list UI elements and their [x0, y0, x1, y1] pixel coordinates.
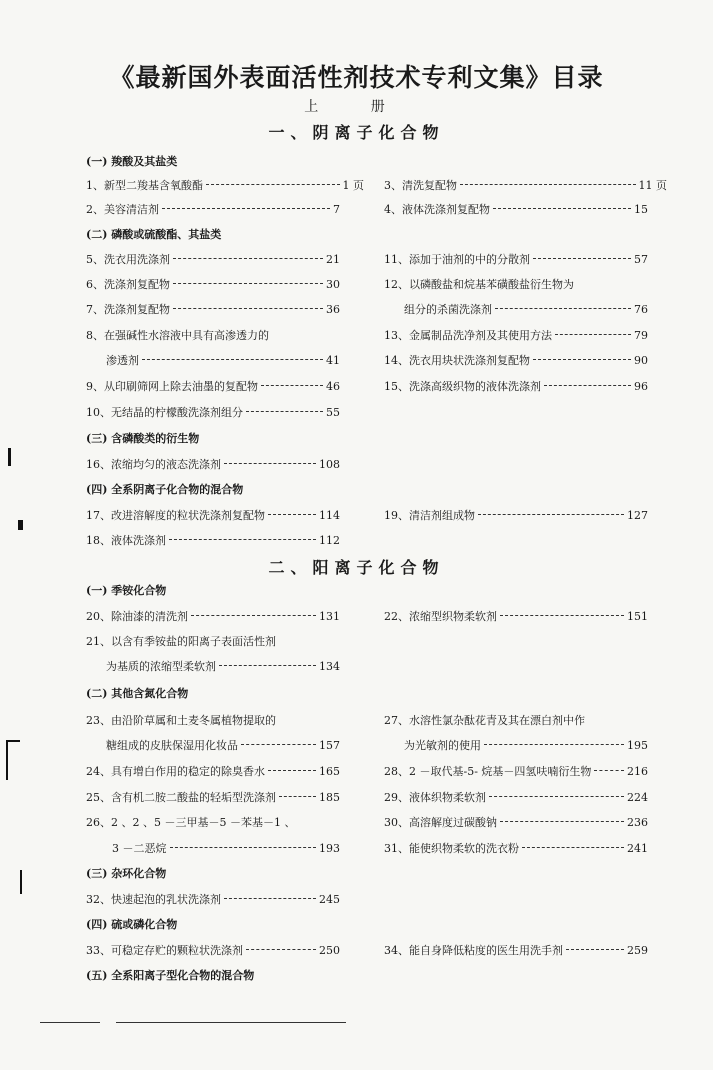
- entry-title: 19、清洁剂组成物: [384, 509, 475, 522]
- leader-dots: [173, 283, 323, 284]
- entry-page: 76: [634, 303, 648, 316]
- entry-title: 4、液体洗涤剂复配物: [384, 203, 490, 216]
- leader-dots: [268, 770, 316, 771]
- part-heading-anionic: 一、阴离子化合物: [268, 123, 445, 142]
- entry-title: 22、浓缩型织物柔软剂: [384, 610, 497, 623]
- entry-page: 96: [634, 380, 648, 393]
- toc-entry[interactable]: [384, 352, 648, 367]
- toc-entry[interactable]: [86, 301, 340, 316]
- entry-page: 165: [319, 765, 340, 778]
- scan-mark: [20, 870, 22, 894]
- entry-page: 21: [326, 253, 340, 266]
- entry-title: 5、洗衣用洗涤剂: [86, 253, 170, 266]
- entry-title: 24、具有增白作用的稳定的除臭香水: [86, 765, 265, 778]
- entry-page: 11 页: [638, 179, 667, 192]
- toc-entry[interactable]: [86, 507, 340, 522]
- entry-title: 3、清洗复配物: [384, 179, 457, 192]
- category-heading: (三) 含磷酸类的衍生物: [86, 432, 200, 445]
- toc-entry[interactable]: [106, 737, 340, 752]
- scan-mark: [8, 448, 11, 466]
- category-heading: (二) 磷酸或硫酸酯、其盐类: [86, 228, 222, 241]
- entry-page: 30: [326, 278, 340, 291]
- toc-entry[interactable]: [86, 942, 340, 957]
- entry-page: 131: [319, 610, 340, 623]
- entry-title: 7、洗涤剂复配物: [86, 303, 170, 316]
- toc-entry[interactable]: [86, 251, 340, 266]
- entry-title: 32、快速起泡的乳状洗涤剂: [86, 893, 221, 906]
- toc-entry[interactable]: [86, 456, 340, 471]
- entry-title: 28、2 －取代基-5- 烷基－四氢呋喃衍生物: [384, 765, 592, 778]
- entry-title: 9、从印刷筛网上除去油墨的复配物: [86, 380, 258, 393]
- scan-mark: [6, 740, 8, 780]
- leader-dots: [495, 308, 631, 309]
- category-heading: (一) 季铵化合物: [86, 584, 167, 597]
- leader-dots: [246, 949, 316, 950]
- entry-title: 6、洗涤剂复配物: [86, 278, 170, 291]
- entry-page: 41: [326, 354, 340, 367]
- entry-title: 18、液体洗涤剂: [86, 534, 166, 547]
- leader-dots: [489, 796, 624, 797]
- entry-title: 2、美容清洁剂: [86, 203, 159, 216]
- entry-page: 224: [627, 791, 648, 804]
- leader-dots: [246, 411, 323, 412]
- entry-title: 31、能使织物柔软的洗衣粉: [384, 842, 519, 855]
- entry-title: 10、无结晶的柠檬酸洗涤剂组分: [86, 406, 243, 419]
- entry-page: 1 页: [342, 179, 364, 192]
- entry-page: 151: [627, 610, 648, 623]
- entry-title: 组分的杀菌洗涤剂: [404, 303, 492, 316]
- toc-entry[interactable]: [404, 301, 648, 316]
- entry-page: 46: [326, 380, 340, 393]
- leader-dots: [500, 821, 624, 822]
- entry-page: 57: [634, 253, 648, 266]
- leader-dots: [162, 208, 330, 209]
- category-heading: (三) 杂环化合物: [86, 867, 167, 880]
- toc-entry[interactable]: [384, 942, 648, 957]
- toc-entry[interactable]: [384, 789, 648, 804]
- scan-mark: [18, 520, 23, 530]
- category-heading: (五) 全系阳离子型化合物的混合物: [86, 969, 255, 982]
- volume-label: 上 册: [304, 99, 409, 115]
- entry-title: 17、改进溶解度的粒状洗涤剂复配物: [86, 509, 265, 522]
- entry-page: 55: [326, 406, 340, 419]
- leader-dots: [261, 385, 323, 386]
- toc-entry[interactable]: [384, 840, 648, 855]
- leader-dots: [170, 847, 317, 848]
- entry-page: 241: [627, 842, 648, 855]
- leader-dots: [533, 359, 631, 360]
- category-heading: (四) 硫或磷化合物: [86, 918, 178, 931]
- toc-entry[interactable]: [384, 201, 648, 216]
- leader-dots: [206, 184, 340, 185]
- leader-dots: [224, 463, 316, 464]
- entry-page: 7: [333, 203, 340, 216]
- toc-entry[interactable]: [86, 763, 340, 778]
- entry-title: 渗透剂: [106, 354, 139, 367]
- toc-entry[interactable]: [86, 789, 340, 804]
- leader-dots: [484, 744, 624, 745]
- leader-dots: [173, 258, 323, 259]
- leader-dots: [169, 539, 316, 540]
- leader-dots: [460, 184, 636, 185]
- entry-page: 245: [319, 893, 340, 906]
- leader-dots: [522, 847, 624, 848]
- toc-entry[interactable]: [106, 352, 340, 367]
- toc-entry[interactable]: [86, 276, 340, 291]
- entry-title: 29、液体织物柔软剂: [384, 791, 486, 804]
- toc-entry[interactable]: [384, 378, 648, 393]
- toc-entry[interactable]: [86, 201, 340, 216]
- entry-title: 1、新型二羧基含氧酸酯: [86, 179, 203, 192]
- entry-page: 79: [634, 329, 648, 342]
- toc-entry[interactable]: [86, 404, 340, 419]
- entry-page: 127: [627, 509, 648, 522]
- entry-page: 185: [319, 791, 340, 804]
- leader-dots: [268, 514, 316, 515]
- entry-title: 13、金属制品洗净剂及其使用方法: [384, 329, 552, 342]
- leader-dots: [566, 949, 624, 950]
- entry-title: 20、除油漆的清洗剂: [86, 610, 188, 623]
- leader-dots: [555, 334, 631, 335]
- leader-dots: [142, 359, 323, 360]
- entry-title: 30、高溶解度过碳酸钠: [384, 816, 497, 829]
- entry-title: 糖组成的皮肤保湿用化妆品: [106, 739, 238, 752]
- entry-page: 157: [319, 739, 340, 752]
- entry-title: 15、洗涤高级织物的液体洗涤剂: [384, 380, 541, 393]
- toc-entry[interactable]: [106, 658, 340, 673]
- leader-dots: [224, 898, 316, 899]
- toc-entry[interactable]: [384, 177, 667, 192]
- leader-dots: [173, 308, 323, 309]
- entry-page: 108: [319, 458, 340, 471]
- entry-title: 为光敏剂的使用: [404, 739, 481, 752]
- category-heading: (一) 羧酸及其盐类: [86, 155, 178, 168]
- toc-entry[interactable]: [86, 891, 340, 906]
- page-title: 《最新国外表面活性剂技术专利文集》目录: [109, 63, 604, 92]
- leader-dots: [500, 615, 624, 616]
- leader-dots: [533, 258, 631, 259]
- toc-entry[interactable]: [404, 737, 648, 752]
- toc-entry-line[interactable]: 27、水溶性氯杂酞花青及其在漂白剂中作: [384, 714, 585, 727]
- leader-dots: [594, 770, 624, 771]
- toc-entry[interactable]: [384, 327, 648, 342]
- toc-entry-line[interactable]: 26、2 、2 、5 －三甲基－5 －苯基－1 、: [86, 816, 296, 829]
- entry-title: 14、洗衣用块状洗涤剂复配物: [384, 354, 530, 367]
- leader-dots: [241, 744, 316, 745]
- footer-rule: [40, 1022, 100, 1023]
- entry-title: 33、可稳定存贮的颗粒状洗涤剂: [86, 944, 243, 957]
- toc-entry[interactable]: [384, 251, 648, 266]
- entry-title: 34、能自身降低粘度的医生用洗手剂: [384, 944, 563, 957]
- entry-page: 236: [627, 816, 648, 829]
- entry-page: 250: [319, 944, 340, 957]
- toc-entry[interactable]: [86, 177, 364, 192]
- entry-page: 216: [627, 765, 648, 778]
- toc-entry[interactable]: [384, 608, 648, 623]
- scan-mark: [6, 740, 20, 742]
- entry-page: 114: [319, 509, 340, 522]
- category-heading: (四) 全系阴离子化合物的混合物: [86, 483, 244, 496]
- leader-dots: [478, 514, 624, 515]
- leader-dots: [493, 208, 631, 209]
- entry-page: 90: [634, 354, 648, 367]
- entry-title: 为基质的浓缩型柔软剂: [106, 660, 216, 673]
- toc-entry[interactable]: [112, 840, 340, 855]
- entry-title: 16、浓缩均匀的液态洗涤剂: [86, 458, 221, 471]
- toc-entry-line[interactable]: 8、在强碱性水溶液中具有高渗透力的: [86, 329, 269, 342]
- entry-title: 25、含有机二胺二酸盐的轻垢型洗涤剂: [86, 791, 276, 804]
- toc-entry[interactable]: [86, 532, 340, 547]
- entry-page: 112: [319, 534, 340, 547]
- toc-entry-line[interactable]: 21、以含有季铵盐的阳离子表面活性剂: [86, 635, 276, 648]
- toc-entry[interactable]: [384, 763, 648, 778]
- toc-entry[interactable]: [384, 814, 648, 829]
- entry-page: 259: [627, 944, 648, 957]
- footer-rule: [116, 1022, 346, 1023]
- leader-dots: [279, 796, 316, 797]
- category-heading: (二) 其他含氮化合物: [86, 687, 189, 700]
- leader-dots: [544, 385, 631, 386]
- toc-entry-line[interactable]: 12、以磷酸盐和烷基苯磺酸盐衍生物为: [384, 278, 574, 291]
- part-heading-cationic: 二、阳离子化合物: [268, 558, 445, 577]
- entry-title: 11、添加于油剂的中的分散剂: [384, 253, 530, 266]
- leader-dots: [191, 615, 316, 616]
- entry-page: 193: [319, 842, 340, 855]
- entry-page: 36: [326, 303, 340, 316]
- entry-page: 195: [627, 739, 648, 752]
- entry-page: 15: [634, 203, 648, 216]
- toc-entry[interactable]: [384, 507, 648, 522]
- toc-entry[interactable]: [86, 608, 340, 623]
- leader-dots: [219, 665, 316, 666]
- toc-entry[interactable]: [86, 378, 340, 393]
- entry-title: 3 －二恶烷: [112, 842, 167, 855]
- entry-page: 134: [319, 660, 340, 673]
- toc-entry-line[interactable]: 23、由沿阶草属和土麦冬属植物提取的: [86, 714, 276, 727]
